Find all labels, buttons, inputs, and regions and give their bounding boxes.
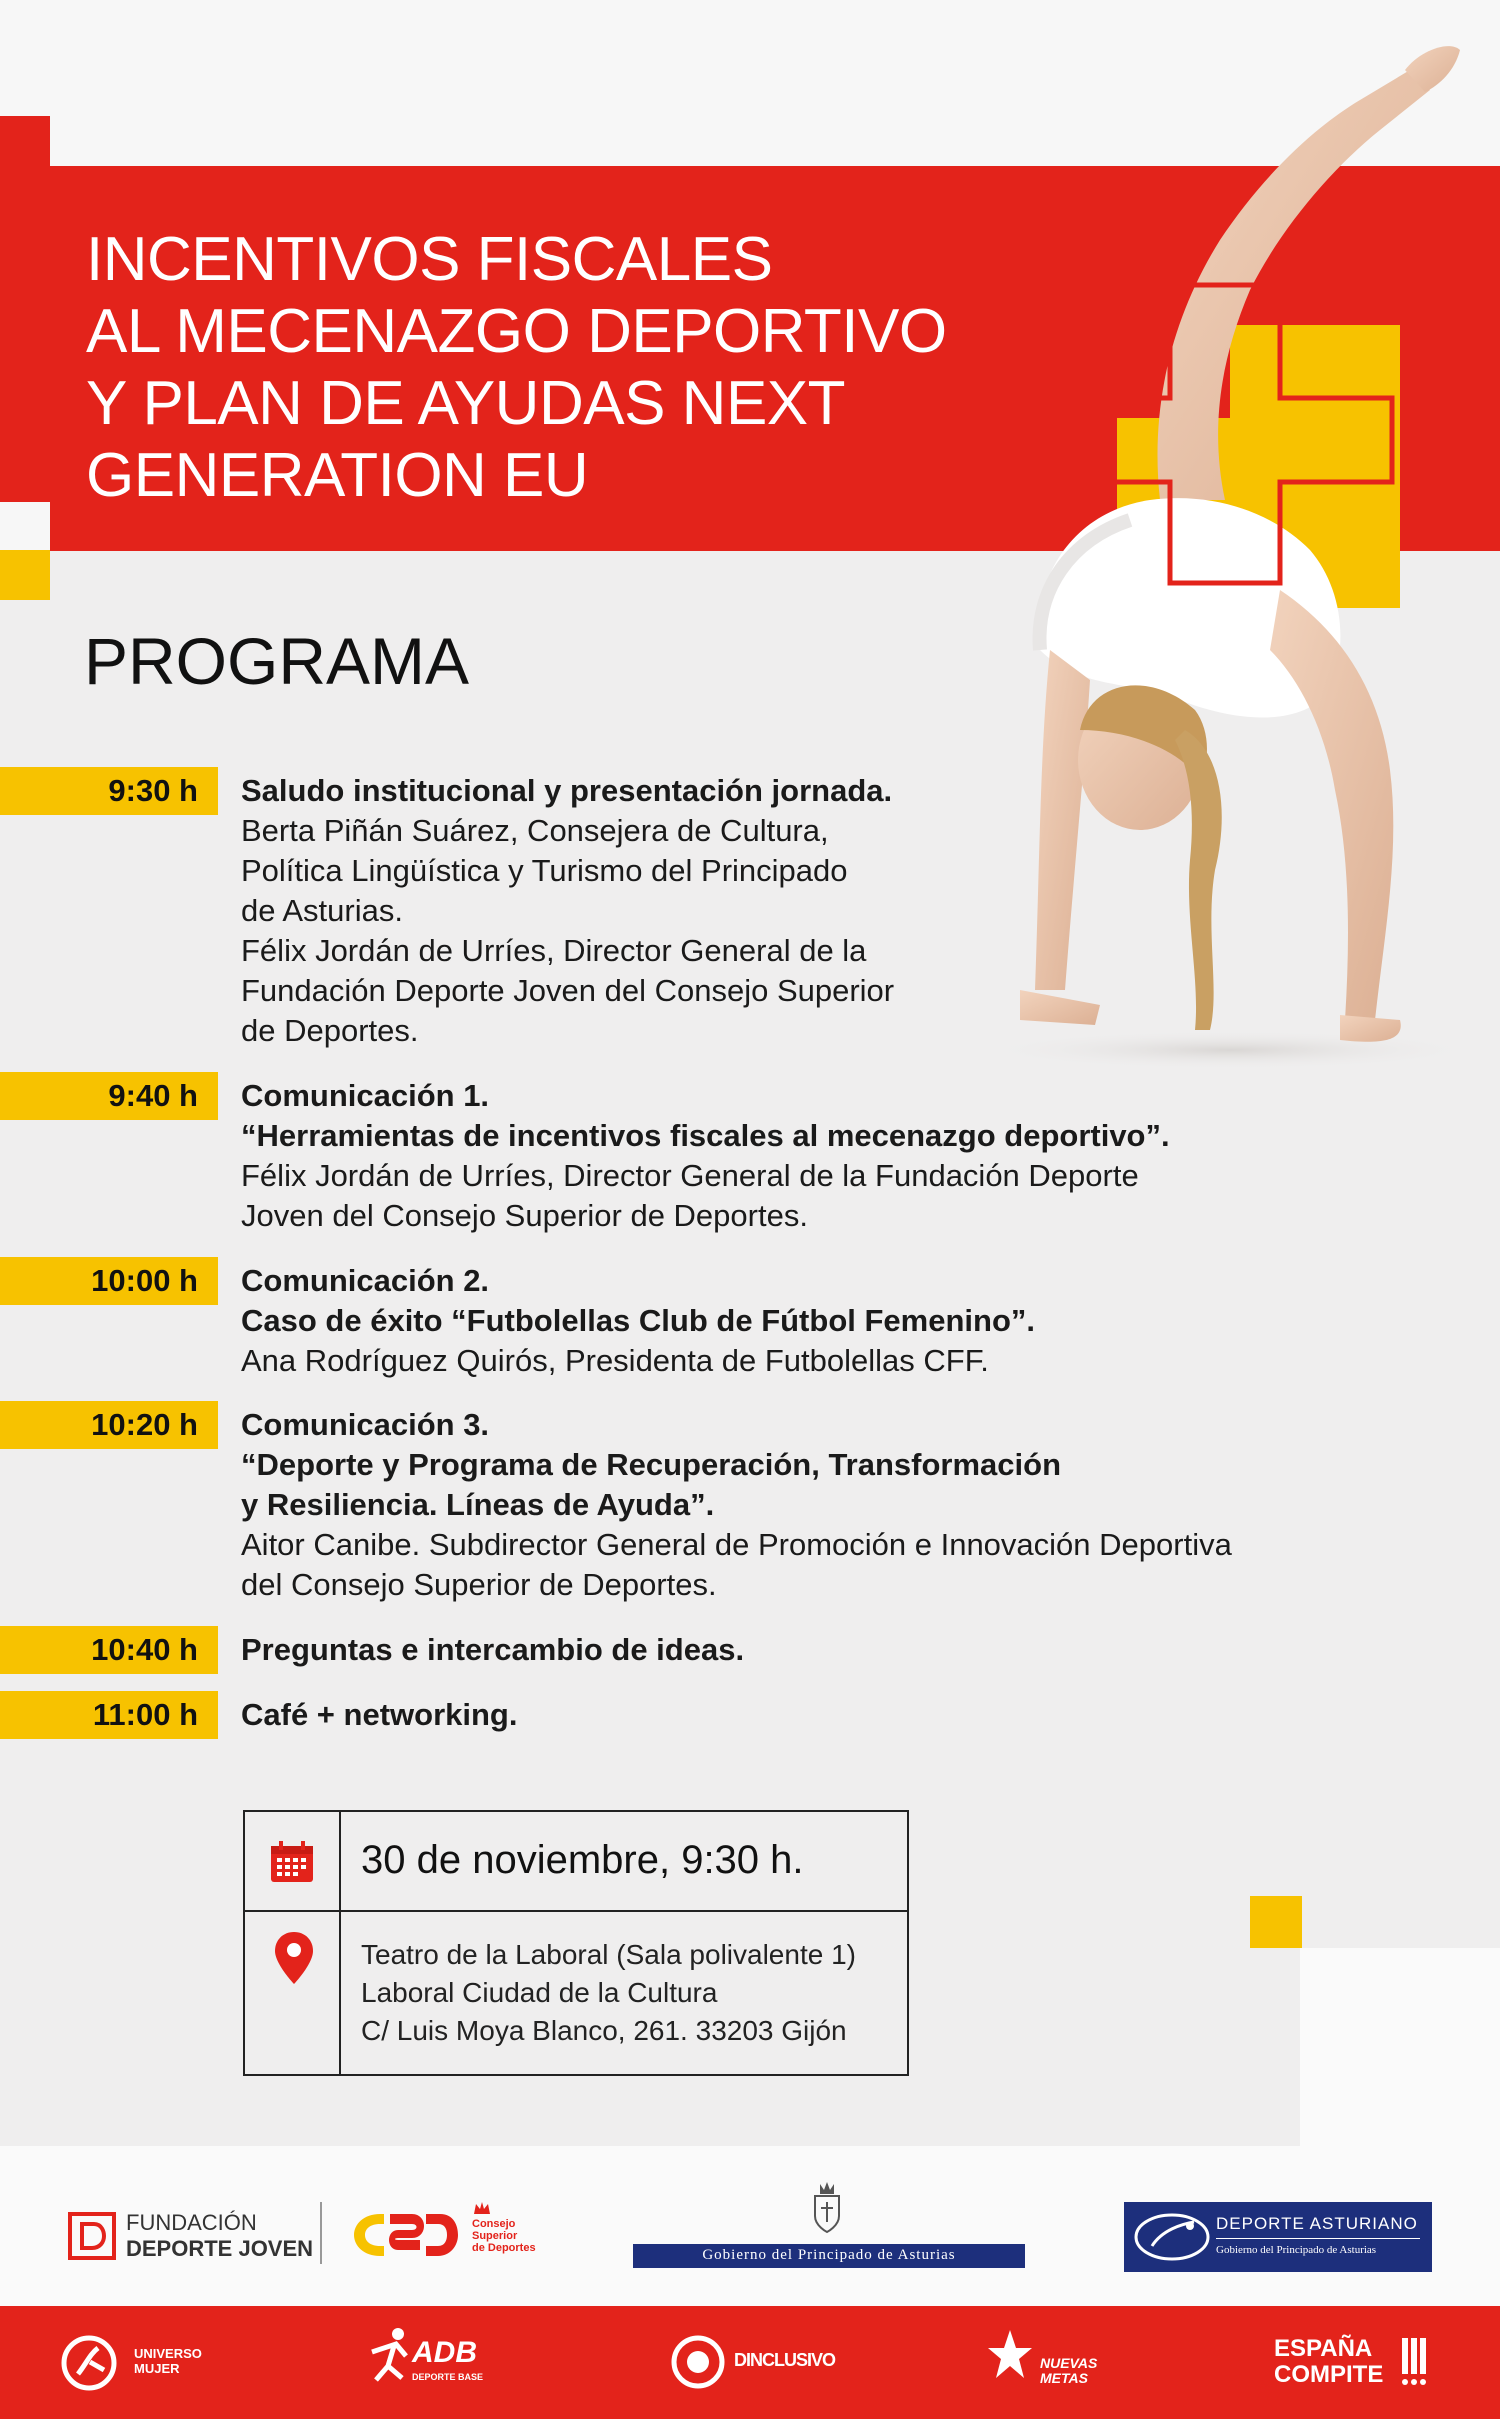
yellow-accent-square	[1250, 1896, 1302, 1948]
title-line-2: AL MECENAZGO DEPORTIVO	[86, 297, 947, 366]
schedule-text	[241, 1261, 1341, 1381]
csd-label	[472, 2218, 536, 2254]
calendar-icon	[269, 1840, 315, 1884]
sponsor-divider	[320, 2202, 322, 2264]
yellow-accent-square	[0, 550, 50, 600]
box-divider	[339, 1812, 341, 2074]
espana-compite-label	[1274, 2336, 1383, 2388]
deporte-asturiano-logo	[1124, 2202, 1432, 2272]
deporte-asturiano-icon	[1132, 2210, 1212, 2264]
schedule-line: Aitor Canibe. Subdirector General de Promoción e Innovación Deportiva	[241, 1527, 1232, 1562]
schedule-line: “Deporte y Programa de Recuperación, Transformación	[241, 1447, 1062, 1482]
time-tag	[0, 1072, 218, 1120]
banner-notch	[0, 502, 50, 550]
nuevas-metas-label	[1040, 2356, 1097, 2386]
box-divider	[245, 1910, 907, 1912]
schedule-line: Félix Jordán de Urríes, Director General de la Fundación Deporte	[241, 1158, 1139, 1193]
time-label: 9:40 h	[108, 1078, 198, 1113]
adb-figure-icon	[366, 2326, 416, 2386]
schedule-line: Fundación Deporte Joven del Consejo Superior	[241, 973, 895, 1008]
address-line: Laboral Ciudad de la Cultura	[361, 1977, 718, 2008]
schedule-text	[241, 1630, 1341, 1670]
deporte-joven-label: DEPORTE JOVEN	[126, 2236, 314, 2261]
schedule-line: y Resiliencia. Líneas de Ayuda”.	[241, 1487, 715, 1522]
nuevas-metas-line: NUEVAS	[1040, 2355, 1098, 2371]
schedule-line: Café + networking.	[241, 1697, 518, 1732]
csd-logo-icon	[350, 2208, 460, 2262]
schedule-line: Ana Rodríguez Quirós, Presidenta de Futbolellas CFF.	[241, 1343, 989, 1378]
adb-sub-label: DEPORTE BASE	[412, 2372, 484, 2382]
schedule-line: Política Lingüística y Turismo del Principado	[241, 853, 848, 888]
schedule-text	[241, 771, 1341, 1051]
event-date: 30 de noviembre, 9:30 h.	[361, 1838, 804, 1882]
schedule-line: Saludo institucional y presentación jornada.	[241, 773, 893, 808]
sponsor-strip	[0, 2146, 1500, 2306]
espana-compite-bars-icon	[1400, 2336, 1428, 2388]
time-label: 10:20 h	[91, 1407, 198, 1442]
title-line-1: INCENTIVOS FISCALES	[86, 225, 773, 294]
gobierno-bar	[633, 2244, 1025, 2268]
inclusivo-icon	[670, 2334, 726, 2390]
fundacion-deporte-joven-icon	[68, 2212, 116, 2260]
deporte-asturiano-sub: Gobierno del Principado de Asturias	[1216, 2244, 1377, 2256]
address-line: Teatro de la Laboral (Sala polivalente 1)	[361, 1939, 856, 1970]
espana-compite-line: ESPAÑA	[1274, 2335, 1373, 2362]
schedule-line: Preguntas e intercambio de ideas.	[241, 1632, 745, 1667]
address-line: C/ Luis Moya Blanco, 261. 33203 Gijón	[361, 2015, 847, 2046]
time-label: 11:00 h	[92, 1697, 198, 1732]
event-address	[361, 1936, 856, 2050]
gobierno-label: Gobierno del Principado de Asturias	[702, 2247, 956, 2263]
schedule-text	[241, 1076, 1341, 1236]
universo-label-line: UNIVERSO	[134, 2346, 202, 2361]
schedule-line: de Asturias.	[241, 893, 403, 928]
inclusivo-label: DINCLUSIVO	[734, 2350, 836, 2370]
schedule-line: de Deportes.	[241, 1013, 419, 1048]
nuevas-metas-line: METAS	[1040, 2370, 1088, 2386]
deporte-asturiano-rule	[1216, 2238, 1420, 2239]
schedule-line: Comunicación 2.	[241, 1263, 490, 1298]
footer-logos	[0, 2306, 1500, 2419]
time-tag	[0, 1626, 218, 1674]
crown-icon	[472, 2200, 492, 2216]
time-tag	[0, 1257, 218, 1305]
csd-label-line: Consejo	[472, 2218, 516, 2230]
asturias-coat-of-arms-icon	[812, 2180, 842, 2234]
main-title	[86, 224, 1086, 512]
title-line-4: GENERATION EU	[86, 441, 589, 510]
universo-mujer-label	[134, 2346, 202, 2376]
schedule-text	[241, 1405, 1341, 1605]
time-tag	[0, 1401, 218, 1449]
universo-mujer-icon	[60, 2334, 128, 2392]
location-pin-icon	[273, 1930, 315, 1986]
time-label: 10:40 h	[91, 1632, 198, 1667]
universo-label-line: MUJER	[134, 2361, 180, 2376]
nuevas-metas-star-icon	[986, 2328, 1034, 2388]
schedule-line: Comunicación 1.	[241, 1078, 490, 1113]
csd-label-line: Superior	[472, 2230, 518, 2242]
schedule-line: Joven del Consejo Superior de Deportes.	[241, 1198, 808, 1233]
schedule-line: Félix Jordán de Urríes, Director General de la	[241, 933, 867, 968]
schedule-line: Caso de éxito “Futbolellas Club de Fútbol Femenino”.	[241, 1303, 1035, 1338]
csd-label-line: de Deportes	[472, 2242, 536, 2254]
fundacion-label: FUNDACIÓN	[126, 2210, 257, 2235]
section-title: PROGRAMA	[84, 624, 470, 698]
title-line-3: Y PLAN DE AYUDAS NEXT	[86, 369, 846, 438]
schedule-text	[241, 1695, 1341, 1735]
event-info-box	[243, 1810, 909, 2076]
espana-compite-line: COMPITE	[1274, 2361, 1384, 2388]
schedule-line: Berta Piñán Suárez, Consejera de Cultura,	[241, 813, 829, 848]
red-side-tab	[0, 116, 50, 502]
time-tag	[0, 1691, 218, 1739]
corner-background	[1300, 1948, 1500, 2148]
adb-label: ADB	[412, 2336, 477, 2369]
schedule-line: “Herramientas de incentivos fiscales al mecenazgo deportivo”.	[241, 1118, 1170, 1153]
deporte-asturiano-label: DEPORTE ASTURIANO	[1216, 2214, 1418, 2233]
schedule-line: del Consejo Superior de Deportes.	[241, 1567, 717, 1602]
time-tag	[0, 767, 218, 815]
time-label: 10:00 h	[91, 1263, 198, 1298]
schedule-line: Comunicación 3.	[241, 1407, 490, 1442]
time-label: 9:30 h	[108, 773, 198, 808]
